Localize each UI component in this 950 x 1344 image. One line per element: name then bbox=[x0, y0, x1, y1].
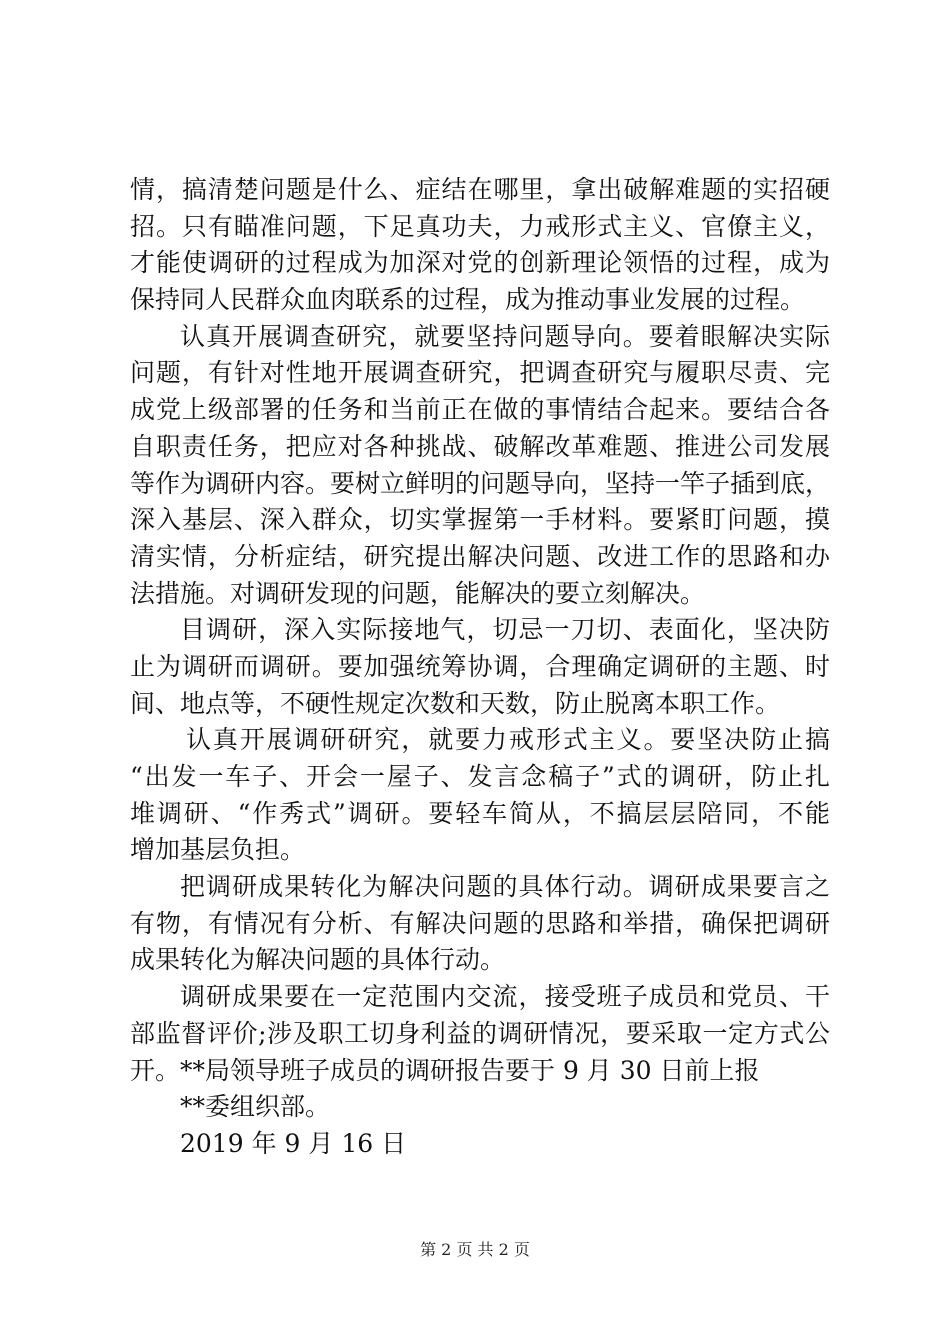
text-line: 问题，有针对性地开展调查研究，把调查研究与履职尽责、完 bbox=[130, 358, 830, 388]
text-line: 有物，有情况有分析、有解决问题的思路和举措，确保把调研 bbox=[130, 908, 830, 938]
text-line: 部监督评价;涉及职工切身利益的调研情况，要采取一定方式公 bbox=[130, 1018, 830, 1048]
text-line: 自职责任务，把应对各种挑战、破解改革难题、推进公司发展 bbox=[130, 431, 830, 461]
text-line: 认真开展调研研究，就要力戒形式主义。要坚决防止搞 bbox=[186, 725, 830, 755]
text-line: 堆调研、“作秀式”调研。要轻车简从，不搞层层陪同，不能 bbox=[130, 798, 830, 828]
text-line: 间、地点等，不硬性规定次数和天数，防止脱离本职工作。 bbox=[130, 688, 781, 718]
text-line: 开。**局领导班子成员的调研报告要于 9 月 30 日前上报 bbox=[130, 1055, 760, 1085]
text-line: 止为调研而调研。要加强统筹协调，合理确定调研的主题、时 bbox=[130, 651, 830, 681]
text-line: “出发一车子、开会一屋子、发言念稿子”式的调研，防止扎 bbox=[130, 762, 830, 791]
text-line: 等作为调研内容。要树立鲜明的问题导向，坚持一竿子插到底， bbox=[130, 468, 831, 498]
text-line: 调研成果要在一定范围内交流，接受班子成员和党员、干 bbox=[180, 982, 830, 1012]
text-line: 把调研成果转化为解决问题的具体行动。调研成果要言之 bbox=[180, 872, 830, 902]
text-line: 成果转化为解决问题的具体行动。 bbox=[130, 945, 506, 975]
text-line: 法措施。对调研发现的问题，能解决的要立刻解决。 bbox=[130, 578, 706, 608]
text-line: **委组织部。 bbox=[180, 1092, 331, 1122]
text-line: 深入基层、深入群众，切实掌握第一手材料。要紧盯问题，摸 bbox=[130, 505, 830, 535]
text-line: 才能使调研的过程成为加深对党的创新理论领悟的过程，成为 bbox=[130, 248, 830, 278]
text-line: 招。只有瞄准问题，下足真功夫，力戒形式主义、官僚主义， bbox=[130, 211, 830, 241]
page-footer: 第 2 页 共 2 页 bbox=[420, 1240, 530, 1259]
document-body bbox=[130, 172, 830, 1163]
text-line: 情，搞清楚问题是什么、症结在哪里，拿出破解难题的实招硬 bbox=[130, 175, 830, 204]
text-line: 清实情，分析症结，研究提出解决问题、改进工作的思路和办 bbox=[130, 541, 830, 571]
text-line: 成党上级部署的任务和当前正在做的事情结合起来。要结合各 bbox=[130, 395, 830, 425]
text-line: 保持同人民群众血肉联系的过程，成为推动事业发展的过程。 bbox=[130, 285, 806, 315]
text-line: 认真开展调查研究，就要坚持问题导向。要着眼解决实际 bbox=[180, 321, 830, 351]
text-line: 增加基层负担。 bbox=[130, 835, 306, 865]
text-line: 目调研，深入实际接地气，切忌一刀切、表面化，坚决防 bbox=[180, 615, 830, 645]
document-date: 2019 年 9 月 16 日 bbox=[180, 1128, 407, 1158]
